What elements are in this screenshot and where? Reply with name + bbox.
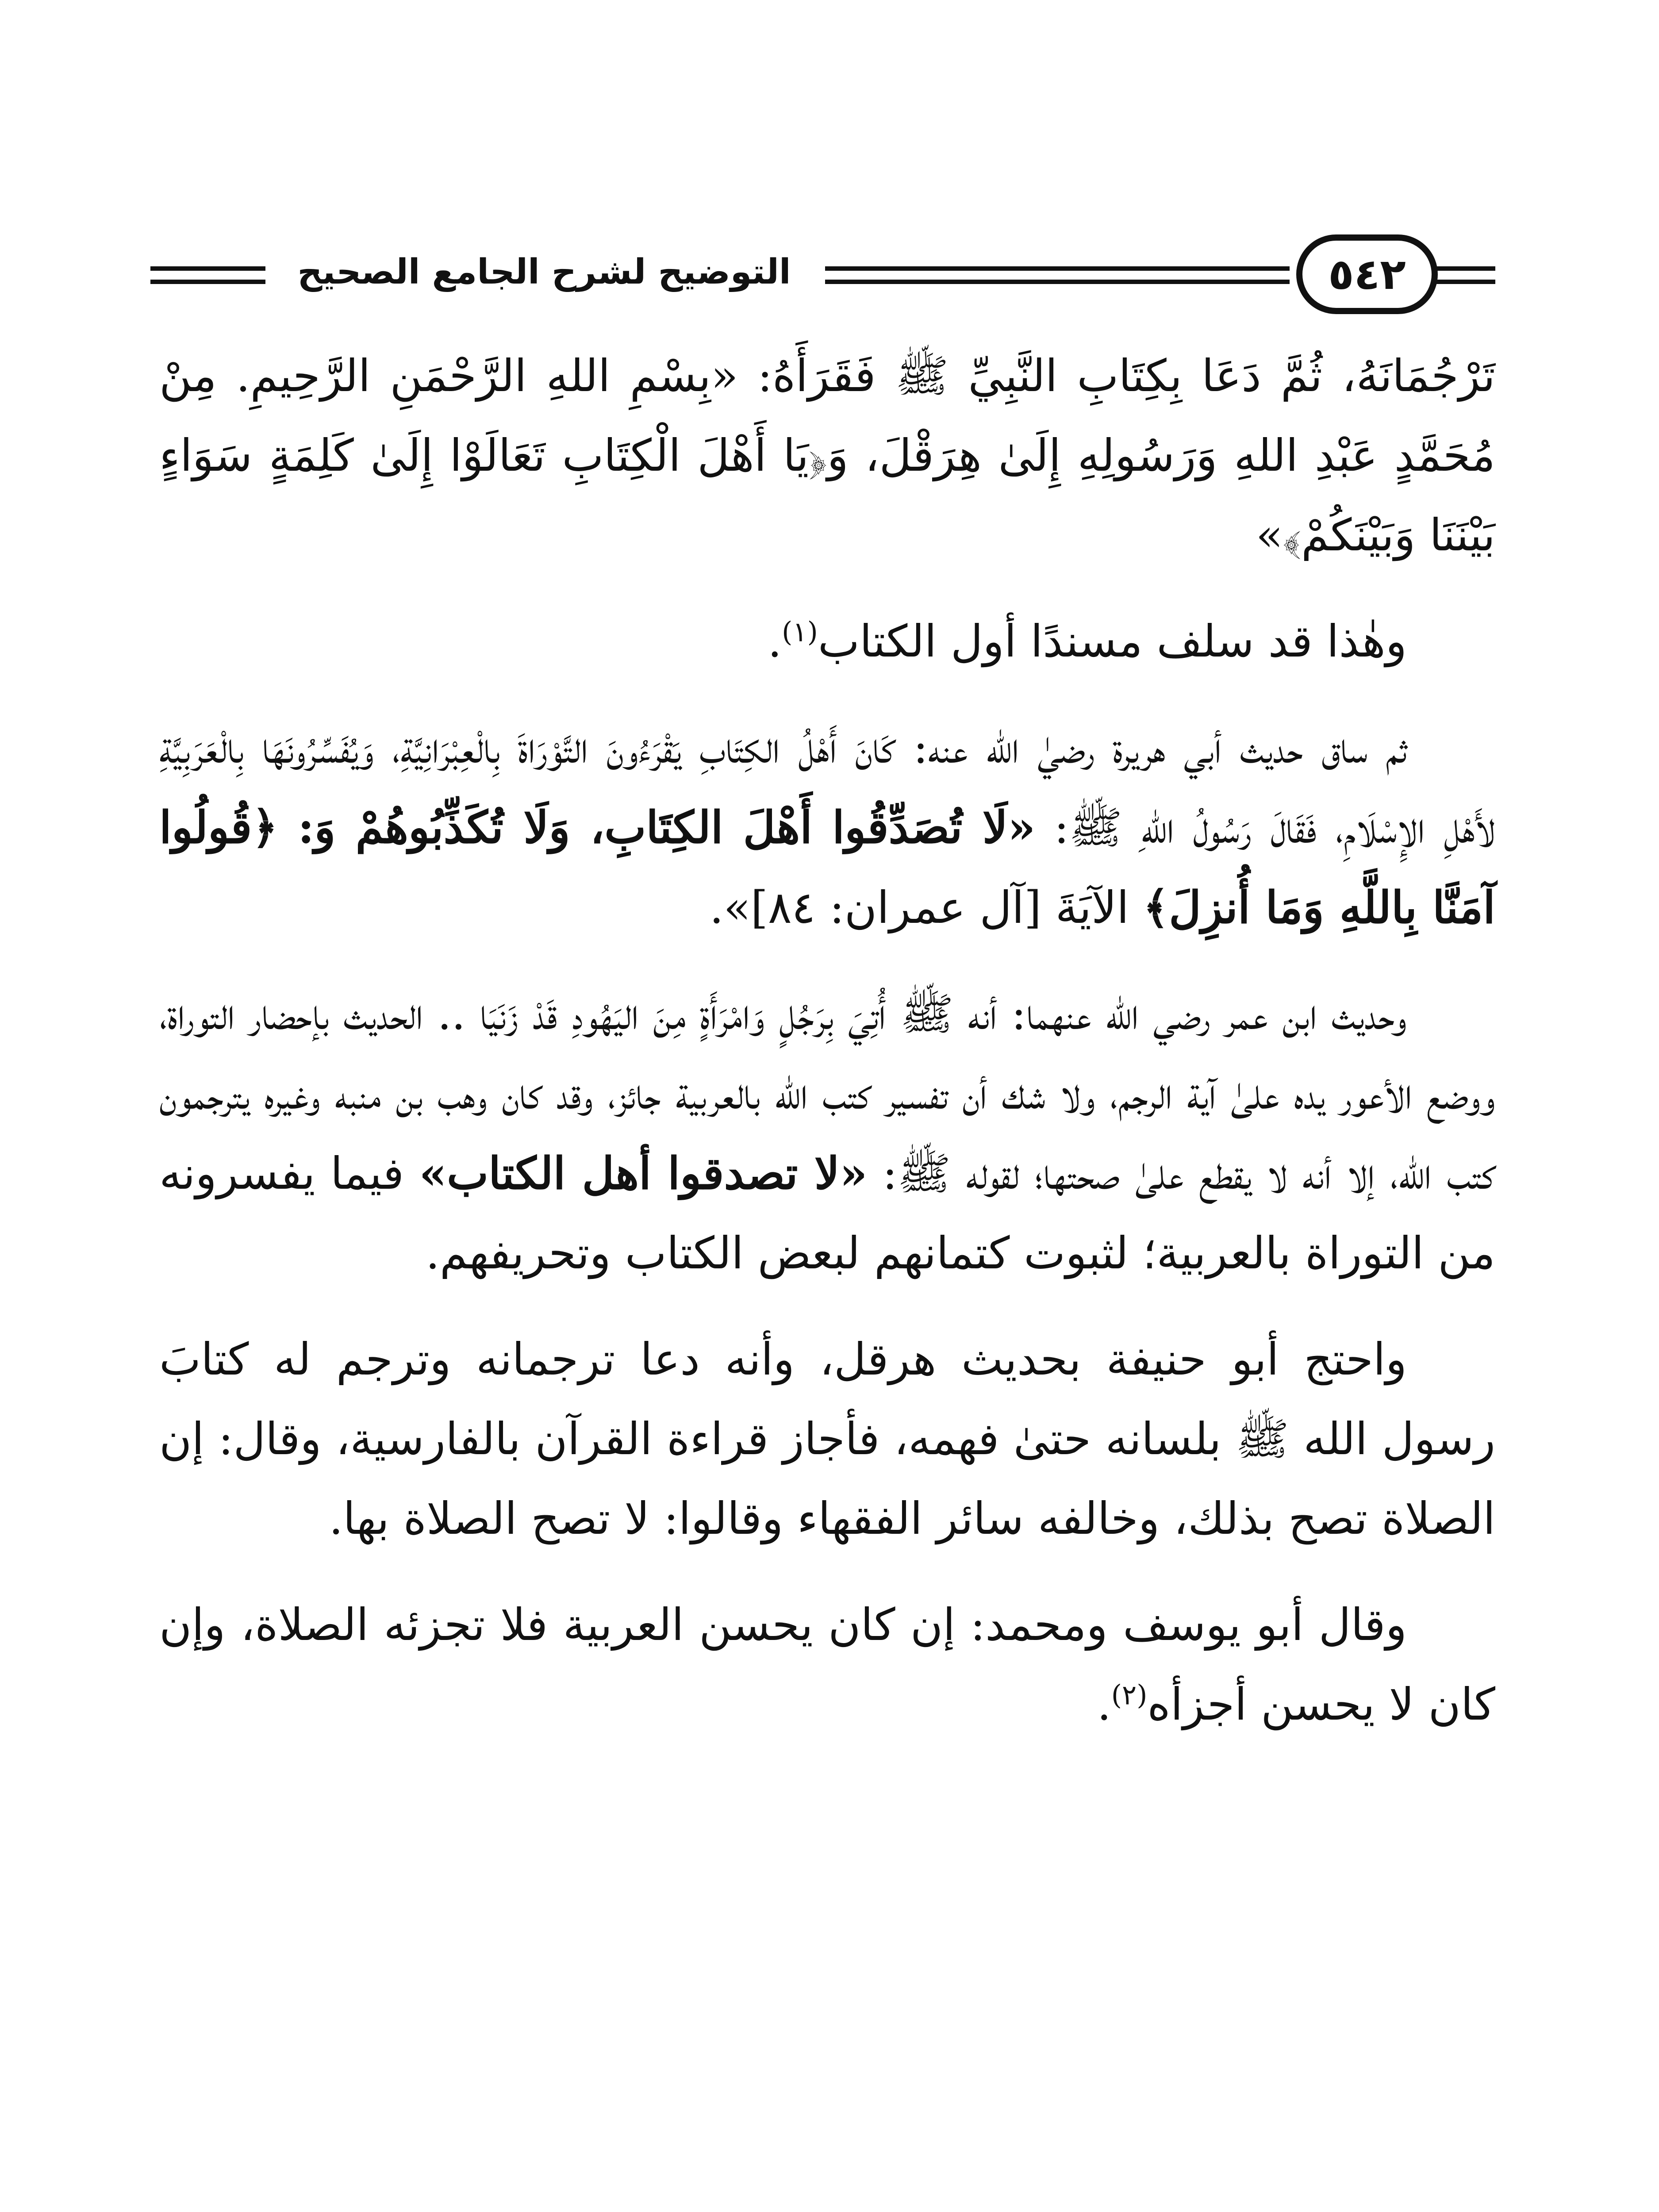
header-rule <box>1433 266 1495 271</box>
paragraph-hadith-continuation <box>159 336 1495 575</box>
paragraph-abu-hurayra <box>159 708 1495 948</box>
paragraph-reference <box>159 602 1495 681</box>
footnote-ref: (١) <box>782 615 818 648</box>
hadith-quote: «لا تصدقوا أهل الكتاب» <box>419 1147 868 1199</box>
header-rule <box>1433 280 1495 284</box>
header-rule <box>825 280 1290 284</box>
paragraph-text: واحتج أبو حنيفة بحديث هرقل، وأنه دعا ترجمانه وترجم له كتابَ رسول الله ﷺ بلسانه حتىٰ فهمه، فأجاز قراءة القرآن بالفارسية، وقال: إن الصلاة تصح بذلك، وخالفه سائر الفقهاء وقالوا: لا تصح الصلاة بها. <box>159 1333 1495 1544</box>
main-text <box>159 336 1495 1771</box>
running-title: التوضيح لشرح الجامع الصحيح <box>297 252 791 292</box>
header-rule <box>825 266 1290 271</box>
paragraph-text: تَرْجُمَانَهُ، ثُمَّ دَعَا بِكِتَابِ النَّبِيِّ ﷺ فَقَرَأَهُ: «بِسْمِ اللهِ الرَّحْمَنِ الرَّحِيمِ. مِنْ مُحَمَّدٍ عَبْدِ اللهِ وَرَسُولِهِ إِلَىٰ هِرَقْلَ، وَ﴿يَا أَهْلَ الْكِتَابِ تَعَالَوْا إِلَىٰ كَلِمَةٍ سَوَاءٍ بَيْنَنَا وَبَيْنَكُمْ﴾» <box>159 350 1495 561</box>
paragraph-abu-hanifa <box>159 1320 1495 1559</box>
paragraph-text: وهٰذا قد سلف مسندًا أول الكتاب <box>818 615 1407 667</box>
paragraph-text: وقال أبو يوسف ومحمد: إن كان يحسن العربية فلا تجزئه الصلاة، وإن كان لا يحسن أجزأه <box>159 1599 1495 1730</box>
paragraph-abu-yusuf <box>159 1585 1495 1744</box>
paragraph-text: . <box>1097 1678 1111 1730</box>
header-rule <box>150 280 265 284</box>
paragraph-text: ثم ساق حديث أبي هريرة رضيٰ الله عنه: كَانَ أَهْلُ الكِتَابِ يَقْرَءُونَ التَّوْرَاةَ بِالْعِبْرَانِيَّةِ، وَيُفَسِّرُونَهَا بِالْعَرَبِيَّةِ لأَهْلِ الإِسْلَامِ، فَقَالَ رَسُولُ اللهِ ﷺ: <box>159 722 1495 853</box>
page-number-badge <box>1296 234 1438 314</box>
paragraph-text: فيما يفسرونه من التوراة بالعربية؛ لثبوت كتمانهم لبعض الكتاب وتحريفهم. <box>159 1148 1495 1279</box>
header-rule <box>150 266 265 271</box>
page-number: ٥٤٢ <box>1328 250 1406 299</box>
paragraph-text: الآيَةَ [آل عمران: ٨٤]». <box>709 882 1143 933</box>
footnote-ref: (٢) <box>1111 1678 1148 1711</box>
paragraph-ibn-umar <box>159 974 1495 1293</box>
running-header <box>150 230 1495 323</box>
paragraph-text: وحديث ابن عمر رضي الله عنهما: أنه ﷺ أُتِيَ بِرَجُلٍ وَامْرَأَةٍ مِنَ اليَهُودِ قَدْ زَنَيَا .. الحديث بإحضار التوراة، ووضع الأعور يده علىٰ آية الرجم، ولا شك أن تفسير كتب الله بالعربية جائز، وقد كان وهب بن منبه وغيره يترجمون كتب الله، إلا أنه لا يقطع علىٰ صحتها؛ لقوله ﷺ: <box>159 988 1495 1199</box>
hadith-quote: «لَا تُصَدِّقُوا أَهْلَ الكِتَابِ، وَلَا تُكَذِّبُوهُمْ وَ: ﴿قُولُوا آمَنَّا بِاللَّهِ وَمَا أُنزِلَ﴾ <box>159 801 1495 933</box>
paragraph-text: . <box>768 615 782 667</box>
